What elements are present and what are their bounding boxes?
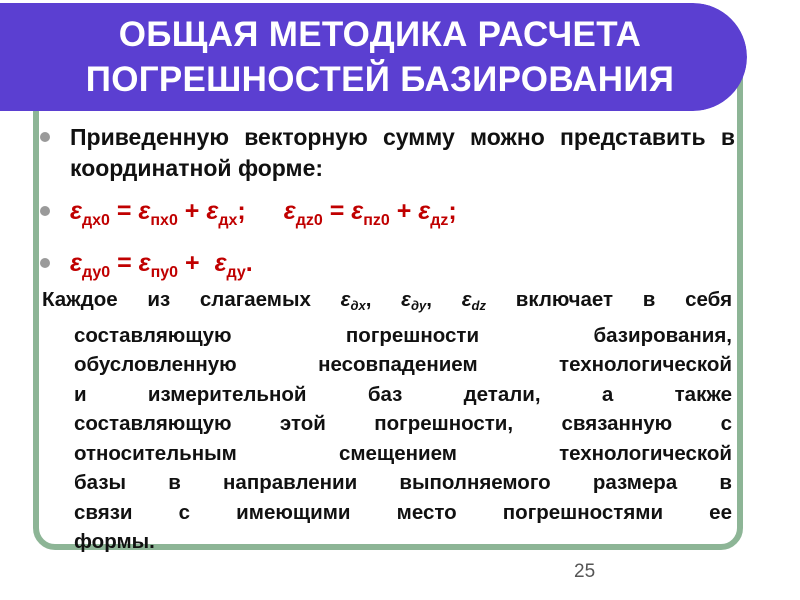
- paragraph-line-2: составляющую погрешности базирования,: [74, 323, 732, 347]
- formula-operator: =: [322, 197, 352, 225]
- formula-operator: .: [245, 249, 253, 277]
- epsilon-symbol: ε: [401, 288, 411, 311]
- epsilon-subscript: дх: [350, 298, 366, 313]
- epsilon-symbol: ε: [461, 288, 472, 311]
- bullet-1-text: Приведенную векторную сумму можно представить в координатной форме:: [70, 124, 735, 181]
- epsilon-subscript: dz: [471, 298, 486, 313]
- paragraph-line-5: составляющую этой погрешности, связанную с: [74, 412, 732, 435]
- paragraph-line-9: формы.: [74, 530, 155, 553]
- formula-symbol: ε: [418, 197, 431, 225]
- formula-operator: +: [389, 197, 419, 225]
- formula-symbol: ε: [138, 197, 151, 225]
- formula-subscript: пх0: [150, 212, 178, 229]
- formula-subscript: ду: [226, 264, 246, 281]
- formula-y: [40, 246, 740, 290]
- slide-title: [20, 12, 740, 102]
- paragraph-line-6: относительным смещением технологической: [74, 441, 732, 465]
- formula-operator: +: [178, 249, 207, 277]
- page-number: 25: [574, 561, 596, 582]
- formula-subscript: пz0: [363, 212, 390, 229]
- slide-content: [40, 122, 740, 290]
- paragraph-line-8: связи с имеющими место погрешностями ее: [74, 500, 732, 524]
- epsilon-dz: [462, 288, 486, 311]
- formula-symbol: ε: [214, 249, 227, 277]
- paragraph-text: Каждое из слагаемых: [42, 288, 311, 311]
- paragraph-text: включает в себя: [515, 288, 733, 311]
- formula-operator: +: [177, 197, 207, 225]
- formula-symbol: ε: [70, 197, 82, 225]
- paragraph-punct: ,: [365, 288, 372, 311]
- formula-symbol: ε: [351, 197, 364, 225]
- bullet-dot-icon: [40, 206, 50, 216]
- formula-x-z: [40, 194, 740, 238]
- formula-operator: ;: [448, 197, 457, 225]
- paragraph-punct: ,: [426, 288, 432, 311]
- epsilon-symbol: ε: [340, 288, 351, 311]
- formula-operator: =: [109, 197, 139, 225]
- formula-subscript: дх: [218, 212, 238, 229]
- formula-subscript: ду0: [81, 264, 111, 281]
- paragraph-line-7: базы в направлении выполняемого размера в: [74, 471, 732, 494]
- title-line-1: ОБЩАЯ МЕТОДИКА РАСЧЕТА: [118, 15, 642, 54]
- formula-symbol: ε: [70, 249, 82, 277]
- explanation-paragraph: [42, 285, 732, 557]
- epsilon-dy: [401, 288, 426, 311]
- bullet-dot-icon: [40, 258, 50, 268]
- paragraph-line-1: [42, 285, 732, 321]
- epsilon-subscript: ду: [410, 298, 427, 313]
- bullet-dot-icon: [40, 132, 50, 142]
- formula-operator: ;: [237, 197, 246, 225]
- title-line-2: ПОГРЕШНОСТЕЙ БАЗИРОВАНИЯ: [85, 60, 675, 99]
- epsilon-dx: [341, 288, 366, 311]
- formula-subscript: дz: [430, 212, 449, 229]
- formula-symbol: ε: [138, 249, 151, 277]
- paragraph-line-3: обусловленную несовпадением технологической: [74, 353, 732, 376]
- formula-symbol: ε: [206, 197, 219, 225]
- formula-symbol: ε: [283, 197, 296, 225]
- paragraph-line-4: и измерительной баз детали, а также: [74, 382, 732, 406]
- formula-subscript: дх0: [81, 212, 110, 229]
- formula-subscript: дz0: [295, 212, 323, 229]
- formula-operator: =: [110, 249, 139, 277]
- bullet-item-1: [40, 122, 735, 184]
- formula-subscript: пу0: [150, 264, 179, 281]
